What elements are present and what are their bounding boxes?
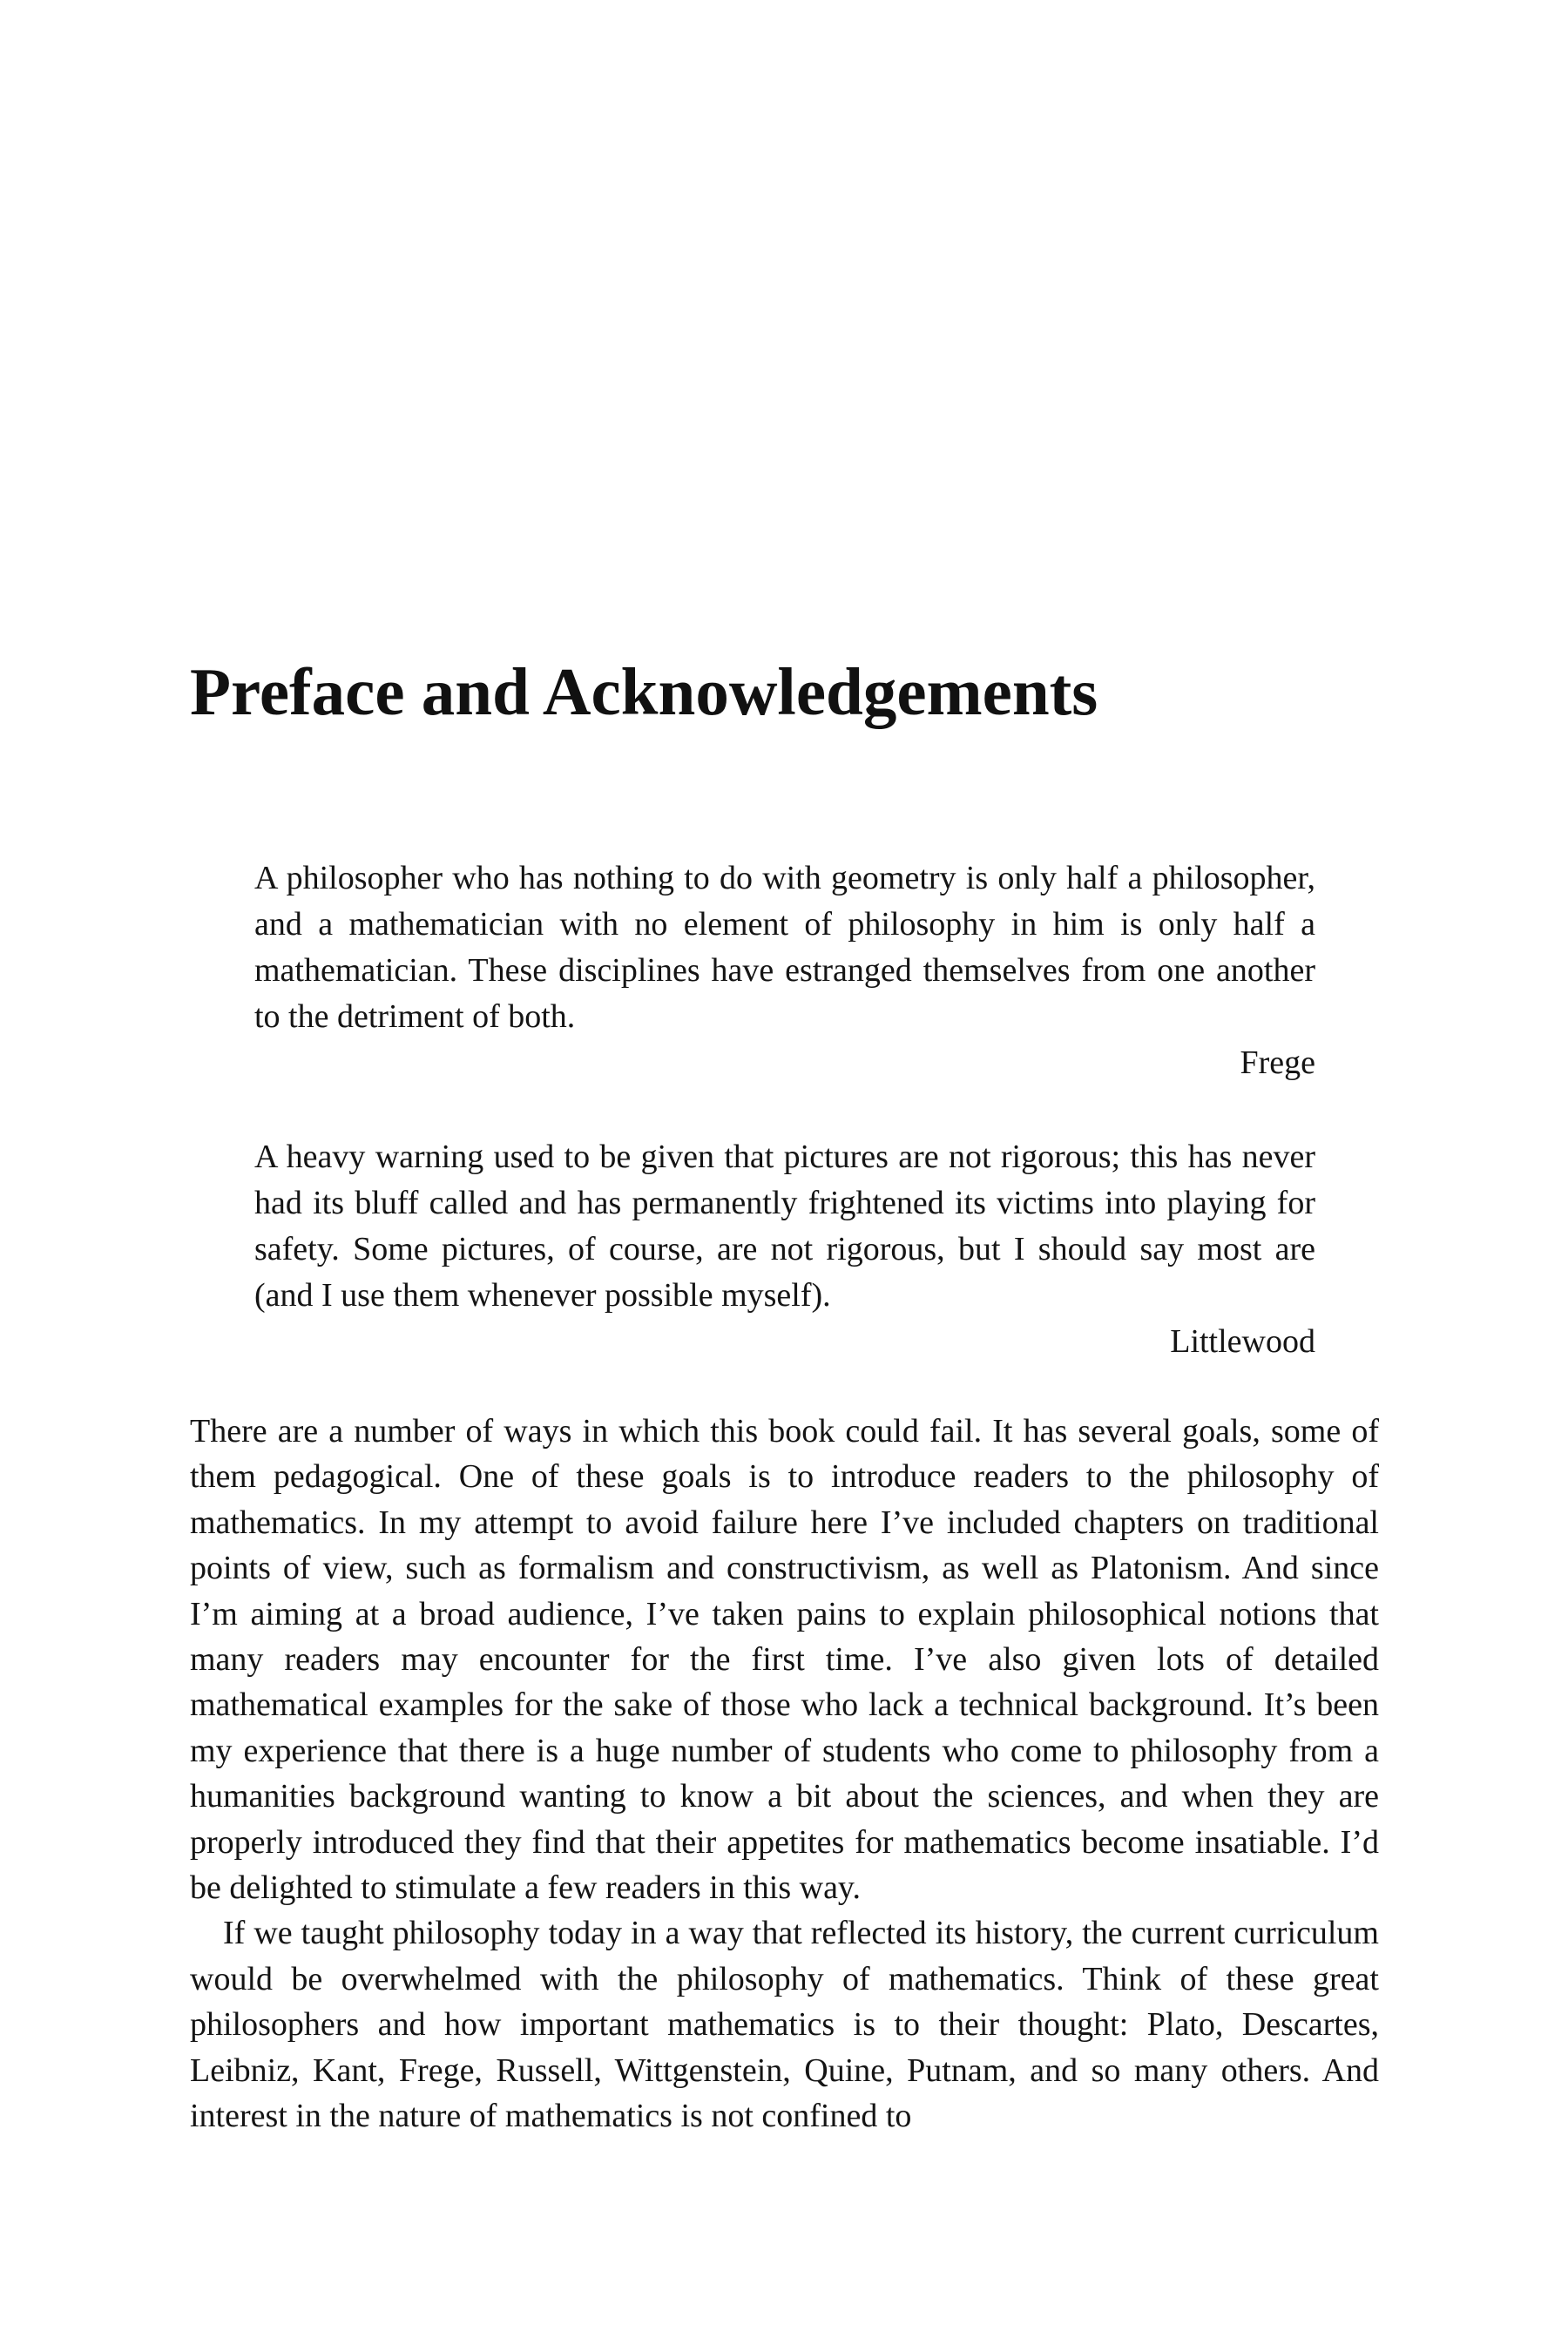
body-paragraph: If we taught philosophy today in a way that reflected its history, the current curriculum would be overwhelmed with the philosophy of mathematics. Think of these great philosophers and how important mathematics is to their thought: Plato, Descartes, Leibniz, Kant, Frege, Russell, Wittgenstein, Quine, Putnam, and so many others. And interest in the nature of mathematics is not confined to xyxy=(190,1915,1379,2135)
body-paragraph: There are a number of ways in which this book could fail. It has several goals, some of them pedagogical. One of these goals is to introduce readers to the philosophy of mathematics. In my attempt to avoid failure here I’ve included chapters on traditional points of view, such as formalism and constructivism, as well as Platonism. And since I’m aiming at a broad audience, I’ve taken pains to explain philosophical notions that many readers may encounter for the first time. I’ve also given lots of detailed mathematical examples for the sake of those who lack a technical background. It’s been my experience that there is a huge number of students who come to philosophy from a humanities background wanting to know a bit about the sciences, and when they are properly introduced they find that their appetites for mathematics become insatiable. I’d be delighted to stimulate a few readers in this way. xyxy=(190,1413,1379,1907)
epigraph-author: Littlewood xyxy=(1170,1323,1315,1360)
page-title: Preface and Acknowledgements xyxy=(190,654,1098,729)
epigraph-quote: A heavy warning used to be given that pictures are not rigorous; this has never had its bluff called and has permanently frightened its victims into playing for safety. Some pictures, of course, are not rigorous, but I should say most are (and I use them whenever possible myself). xyxy=(254,1139,1315,1314)
epigraph-quote: A philosopher who has nothing to do with geometry is only half a philosopher, and a mathematician with no element of philosophy in him is only half a mathematician. These disciplines have estranged themselves from one another to the detriment of both. xyxy=(254,860,1315,1035)
epigraph-littlewood xyxy=(254,1134,1315,1365)
epigraph-frege xyxy=(254,855,1315,1086)
epigraph-author: Frege xyxy=(1240,1044,1315,1081)
preface-body xyxy=(190,1409,1379,2139)
